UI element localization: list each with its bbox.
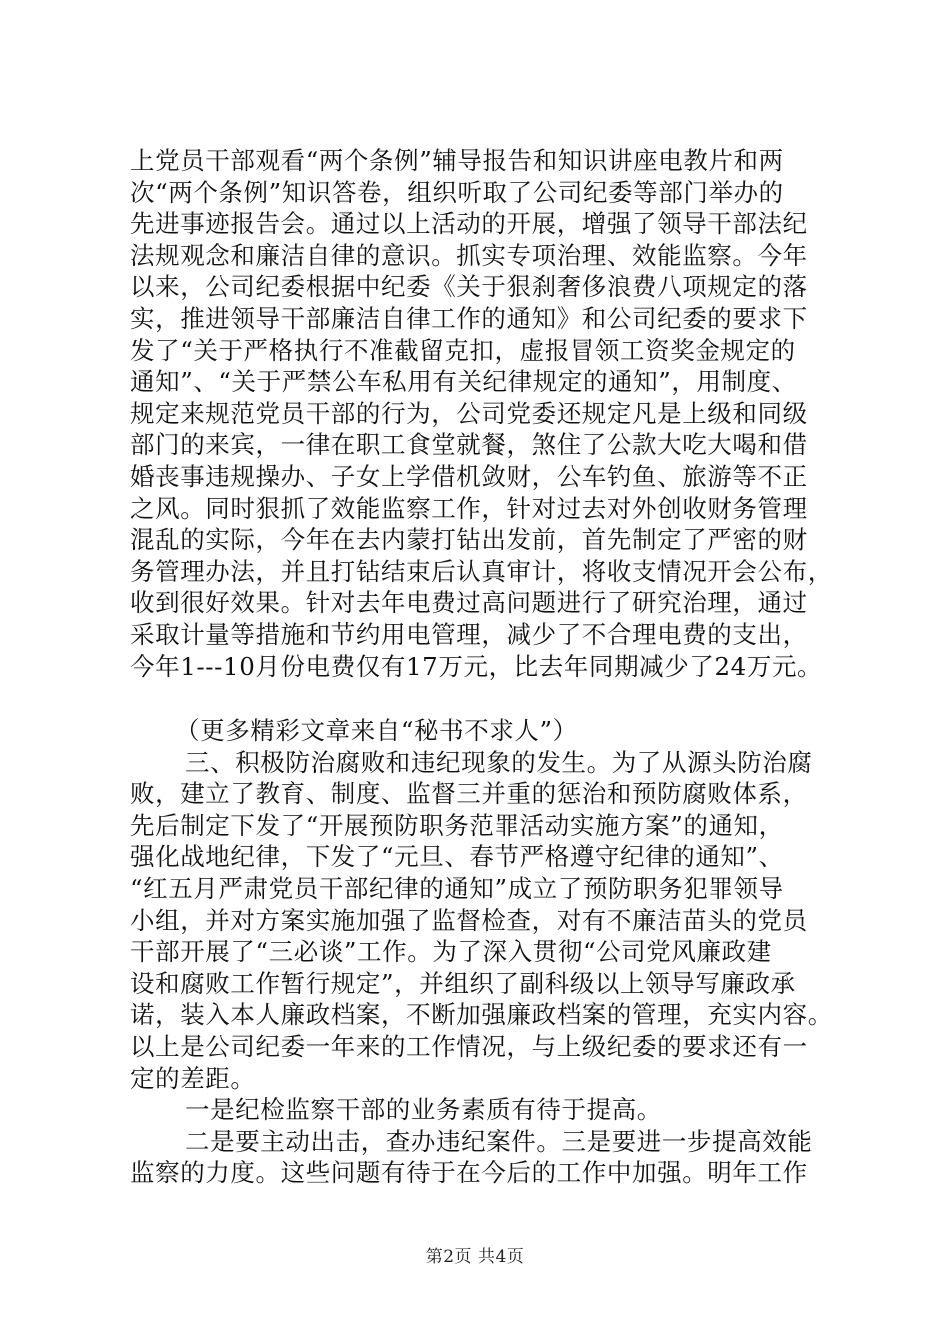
- source-note: （更多精彩文章来自“秘书不求人”）: [175, 716, 578, 746]
- text-line: 规定来规范党员干部的行为，公司党委还规定凡是上级和同级: [130, 398, 808, 428]
- text-line: 次“两个条例”知识答卷，组织听取了公司纪委等部门举办的: [130, 177, 784, 207]
- text-line: 通知”、“关于严禁公车私用有关纪律规定的通知”，用制度、: [130, 367, 797, 397]
- text-line: 发了“关于严格执行不准截留克扣，虚报冒领工资奖金规定的: [130, 335, 796, 365]
- text-line: 法规观念和廉洁自律的意识。抓实专项治理、效能监察。今年: [130, 240, 808, 270]
- text-line: 败，建立了教育、制度、监督三并重的惩治和预防腐败体系，: [130, 779, 808, 809]
- text-line: 干部开展了“三必谈”工作。为了深入贯彻“公司党风廉政建: [130, 937, 772, 967]
- text-line: 二是要主动出击，查办违纪案件。三是要进一步提高效能: [185, 1126, 813, 1156]
- paragraph-gap: [130, 682, 860, 715]
- text-line: 今年1---10月份电费仅有17万元，比去年同期减少了24万元。: [130, 651, 823, 681]
- text-line: 定的差距。: [130, 1063, 256, 1093]
- text-line: 混乱的实际，今年在去内蒙打钻出发前，首先制定了严密的财: [130, 525, 808, 555]
- text-line: 务管理办法，并且打钻结束后认真审计，将收支情况开会公布，: [130, 556, 833, 586]
- text-line: 采取计量等措施和节约用电管理，减少了不合理电费的支出，: [130, 619, 808, 649]
- text-line: 上党员干部观看“两个条例”辅导报告和知识讲座电教片和两: [130, 146, 784, 175]
- text-line: 以上是公司纪委一年来的工作情况，与上级纪委的要求还有一: [130, 1032, 808, 1062]
- text-line: 部门的来宾，一律在职工食堂就餐，煞住了公款大吃大喝和借: [130, 430, 808, 460]
- document-body: [130, 145, 860, 1189]
- text-line: 以来，公司纪委根据中纪委《关于狠刹奢侈浪费八项规定的落: [130, 272, 808, 302]
- text-line: “红五月严肃党员干部纪律的通知”成立了预防职务犯罪领导: [130, 874, 784, 904]
- text-line: 三、积极防治腐败和违纪现象的发生。为了从源头防治腐: [185, 747, 813, 777]
- text-line: 一是纪检监察干部的业务素质有待于提高。: [185, 1095, 662, 1125]
- text-line: 实，推进领导干部廉洁自律工作的通知》和公司纪委的要求下: [130, 303, 808, 333]
- text-line: 收到很好效果。针对去年电费过高问题进行了研究治理，通过: [130, 588, 808, 618]
- text-line: 先进事迹报告会。通过以上活动的开展，增强了领导干部法纪: [130, 209, 808, 239]
- text-line: 先后制定下发了“开展预防职务范罪活动实施方案”的通知，: [130, 810, 784, 840]
- text-line: 之风。同时狠抓了效能监察工作，针对过去对外创收财务管理: [130, 493, 808, 523]
- text-line: 设和腐败工作暂行规定”，并组织了副科级以上领导写廉政承: [130, 968, 796, 998]
- text-line: 小组，并对方案实施加强了监督检查，对有不廉洁苗头的党员: [130, 905, 808, 935]
- text-line: 强化战地纪律，下发了“元旦、春节严格遵守纪律的通知”、: [130, 842, 784, 872]
- page-number-footer: 第2页 共4页: [425, 1247, 525, 1267]
- text-line: 监察的力度。这些问题有待于在今后的工作中加强。明年工作: [130, 1158, 808, 1188]
- text-line: 婚丧事违规操办、子女上学借机敛财，公车钓鱼、旅游等不正: [130, 461, 808, 491]
- text-line: 诺，装入本人廉政档案，不断加强廉政档案的管理，充实内容。: [130, 1000, 833, 1030]
